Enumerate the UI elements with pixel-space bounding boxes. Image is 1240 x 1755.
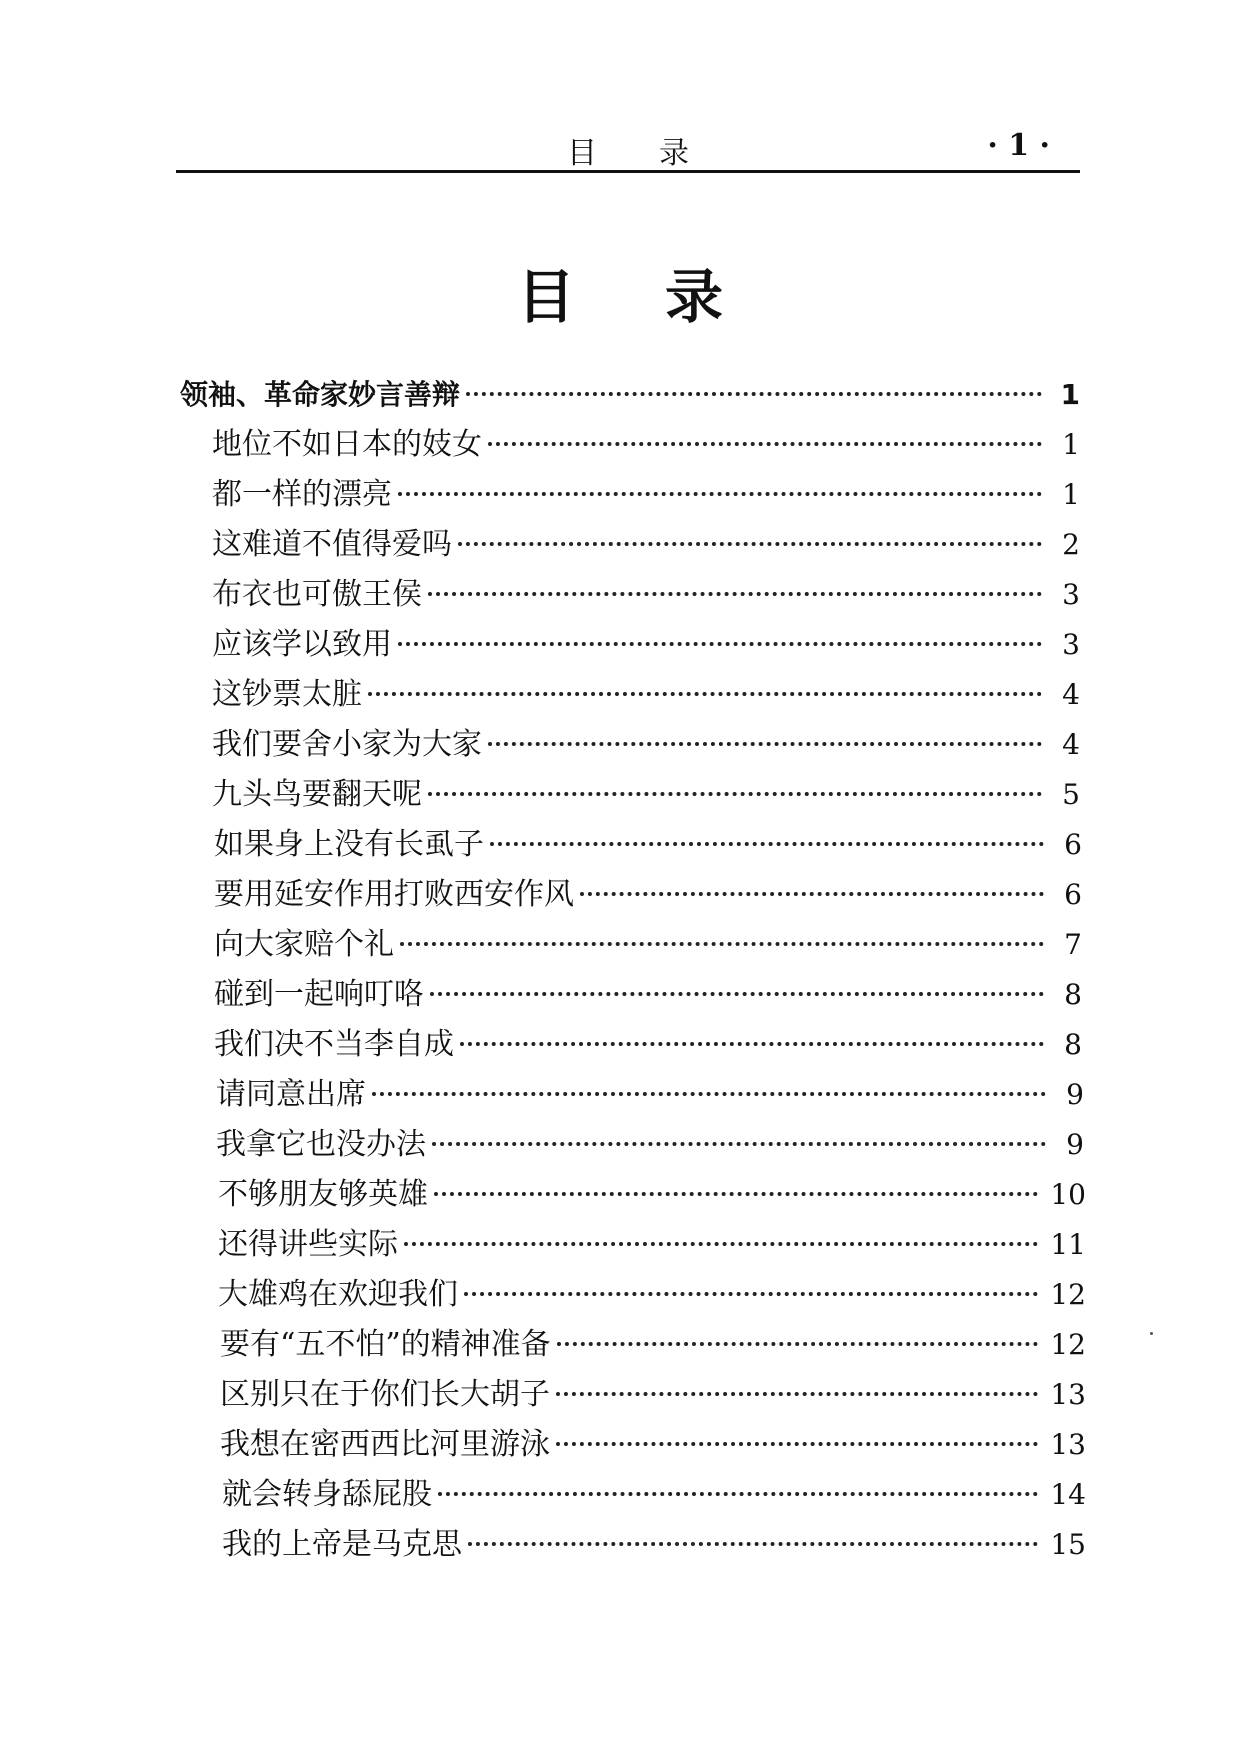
toc-section-label: 领袖、革命家妙言善辩 — [180, 378, 461, 411]
toc-entry — [212, 423, 1080, 467]
toc-entry — [220, 1323, 1086, 1367]
toc-entry — [214, 873, 1082, 917]
toc-leader-dots — [556, 1392, 1038, 1396]
toc-entry — [222, 1473, 1086, 1517]
toc-entry — [212, 573, 1080, 617]
toc-entry-page: 6 — [1064, 878, 1082, 911]
toc-entry-page: 12 — [1050, 1328, 1086, 1361]
toc-leader-dots — [458, 542, 1042, 546]
toc-entry — [212, 473, 1080, 517]
toc-entry-label: 区别只在于你们长大胡子 — [220, 1377, 550, 1412]
toc-entry-label: 要用延安作用打败西安作风 — [214, 877, 574, 912]
toc-entry — [220, 1423, 1086, 1467]
toc-leader-dots — [432, 1142, 1046, 1146]
toc-entry — [222, 1523, 1086, 1567]
toc-leader-dots — [464, 1292, 1038, 1296]
toc-entry-label: 如果身上没有长虱子 — [214, 827, 484, 862]
toc-leader-dots — [428, 592, 1042, 596]
toc-entry — [212, 523, 1080, 567]
toc-leader-dots — [372, 1092, 1046, 1096]
toc-entry-page: 15 — [1050, 1528, 1086, 1561]
toc-leader-dots — [368, 692, 1042, 696]
toc-leader-dots — [556, 1442, 1038, 1446]
toc-entry — [212, 623, 1080, 667]
toc-entry-page: 11 — [1050, 1228, 1086, 1261]
toc-entry-label: 布衣也可傲王侯 — [212, 577, 422, 612]
toc-leader-dots — [488, 442, 1042, 446]
toc-entry — [212, 773, 1080, 817]
toc-entry — [214, 823, 1082, 867]
toc-entry-label: 要有“五不怕”的精神准备 — [220, 1327, 551, 1362]
toc-entry-label: 我们决不当李自成 — [214, 1027, 454, 1062]
toc-leader-dots — [580, 892, 1044, 896]
toc-entry-page: 14 — [1050, 1478, 1086, 1511]
toc-entry-label: 地位不如日本的妓女 — [212, 427, 482, 462]
toc-entry-label: 大雄鸡在欢迎我们 — [218, 1277, 458, 1312]
toc-entry — [212, 673, 1080, 717]
toc-entry-label: 我拿它也没办法 — [216, 1127, 426, 1162]
toc-leader-dots — [468, 1542, 1038, 1546]
toc-entry-page: 1 — [1062, 478, 1080, 511]
toc-entry-page: 1 — [1062, 428, 1080, 461]
toc-entry-page: 9 — [1066, 1128, 1084, 1161]
toc-entry-label: 应该学以致用 — [212, 627, 392, 662]
running-header-title: 目录 — [567, 136, 751, 171]
toc-entry-page: 5 — [1062, 778, 1080, 811]
toc-leader-dots — [438, 1492, 1038, 1496]
toc-entry-page: 7 — [1064, 928, 1082, 961]
toc-leader-dots — [434, 1192, 1038, 1196]
toc-entry-label: 碰到一起响叮咯 — [214, 977, 424, 1012]
toc-entry — [218, 1173, 1086, 1217]
toc-entry-label: 九头鸟要翻天呢 — [212, 777, 422, 812]
toc-entry — [218, 1273, 1086, 1317]
toc-entry-label: 请同意出席 — [216, 1077, 366, 1112]
toc-entry — [214, 973, 1082, 1017]
toc-leader-dots — [430, 992, 1044, 996]
toc-leader-dots — [400, 942, 1044, 946]
toc-leader-dots — [460, 1042, 1044, 1046]
toc-entry-label: 我想在密西西比河里游泳 — [220, 1427, 550, 1462]
toc-entry — [214, 1023, 1082, 1067]
toc-entry-label: 就会转身舔屁股 — [222, 1477, 432, 1512]
toc-entry-page: 13 — [1050, 1378, 1086, 1411]
toc-entry-label: 这钞票太脏 — [212, 677, 362, 712]
toc-entry-label: 我的上帝是马克思 — [222, 1527, 462, 1562]
toc-entry — [218, 1223, 1086, 1267]
toc-section-heading — [180, 373, 1080, 417]
toc-leader-dots — [466, 392, 1042, 396]
toc-leader-dots — [404, 1242, 1038, 1246]
toc-entry-label: 这难道不值得爱吗 — [212, 527, 452, 562]
toc-entry-label: 我们要舍小家为大家 — [212, 727, 482, 762]
toc-entry — [212, 723, 1080, 767]
toc-leader-dots — [398, 492, 1042, 496]
toc-entry-page: 4 — [1062, 728, 1080, 761]
toc-entry — [216, 1073, 1084, 1117]
toc-entry-page: 8 — [1064, 1028, 1082, 1061]
toc-entry — [220, 1373, 1086, 1417]
toc-entry-page: 13 — [1050, 1428, 1086, 1461]
toc-entry-page: 3 — [1062, 628, 1080, 661]
toc-leader-dots — [428, 792, 1042, 796]
running-header — [176, 120, 1080, 173]
toc-entry — [214, 923, 1082, 967]
toc-entry — [216, 1123, 1084, 1167]
toc-leader-dots — [488, 742, 1042, 746]
toc-section-page: 1 — [1060, 378, 1080, 411]
toc-entry-page: 8 — [1064, 978, 1082, 1011]
toc-entry-label: 向大家赔个礼 — [214, 927, 394, 962]
toc-entry-page: 12 — [1050, 1278, 1086, 1311]
toc-leader-dots — [557, 1342, 1039, 1346]
page-title: 目录 — [516, 263, 813, 331]
toc-entry-page: 4 — [1062, 678, 1080, 711]
toc-entry-label: 都一样的漂亮 — [212, 477, 392, 512]
toc-entry-page: 2 — [1062, 528, 1080, 561]
toc-leader-dots — [490, 842, 1044, 846]
toc-entry-label: 不够朋友够英雄 — [218, 1177, 428, 1212]
toc-leader-dots — [398, 642, 1042, 646]
toc-entry-label: 还得讲些实际 — [218, 1227, 398, 1262]
toc-entry-page: 9 — [1066, 1078, 1084, 1111]
page-number: · 1 · — [987, 128, 1050, 163]
toc-entry-page: 3 — [1062, 578, 1080, 611]
toc-entry-page: 6 — [1064, 828, 1082, 861]
scan-speck — [1150, 1332, 1153, 1335]
toc-entry-page: 10 — [1050, 1178, 1086, 1211]
